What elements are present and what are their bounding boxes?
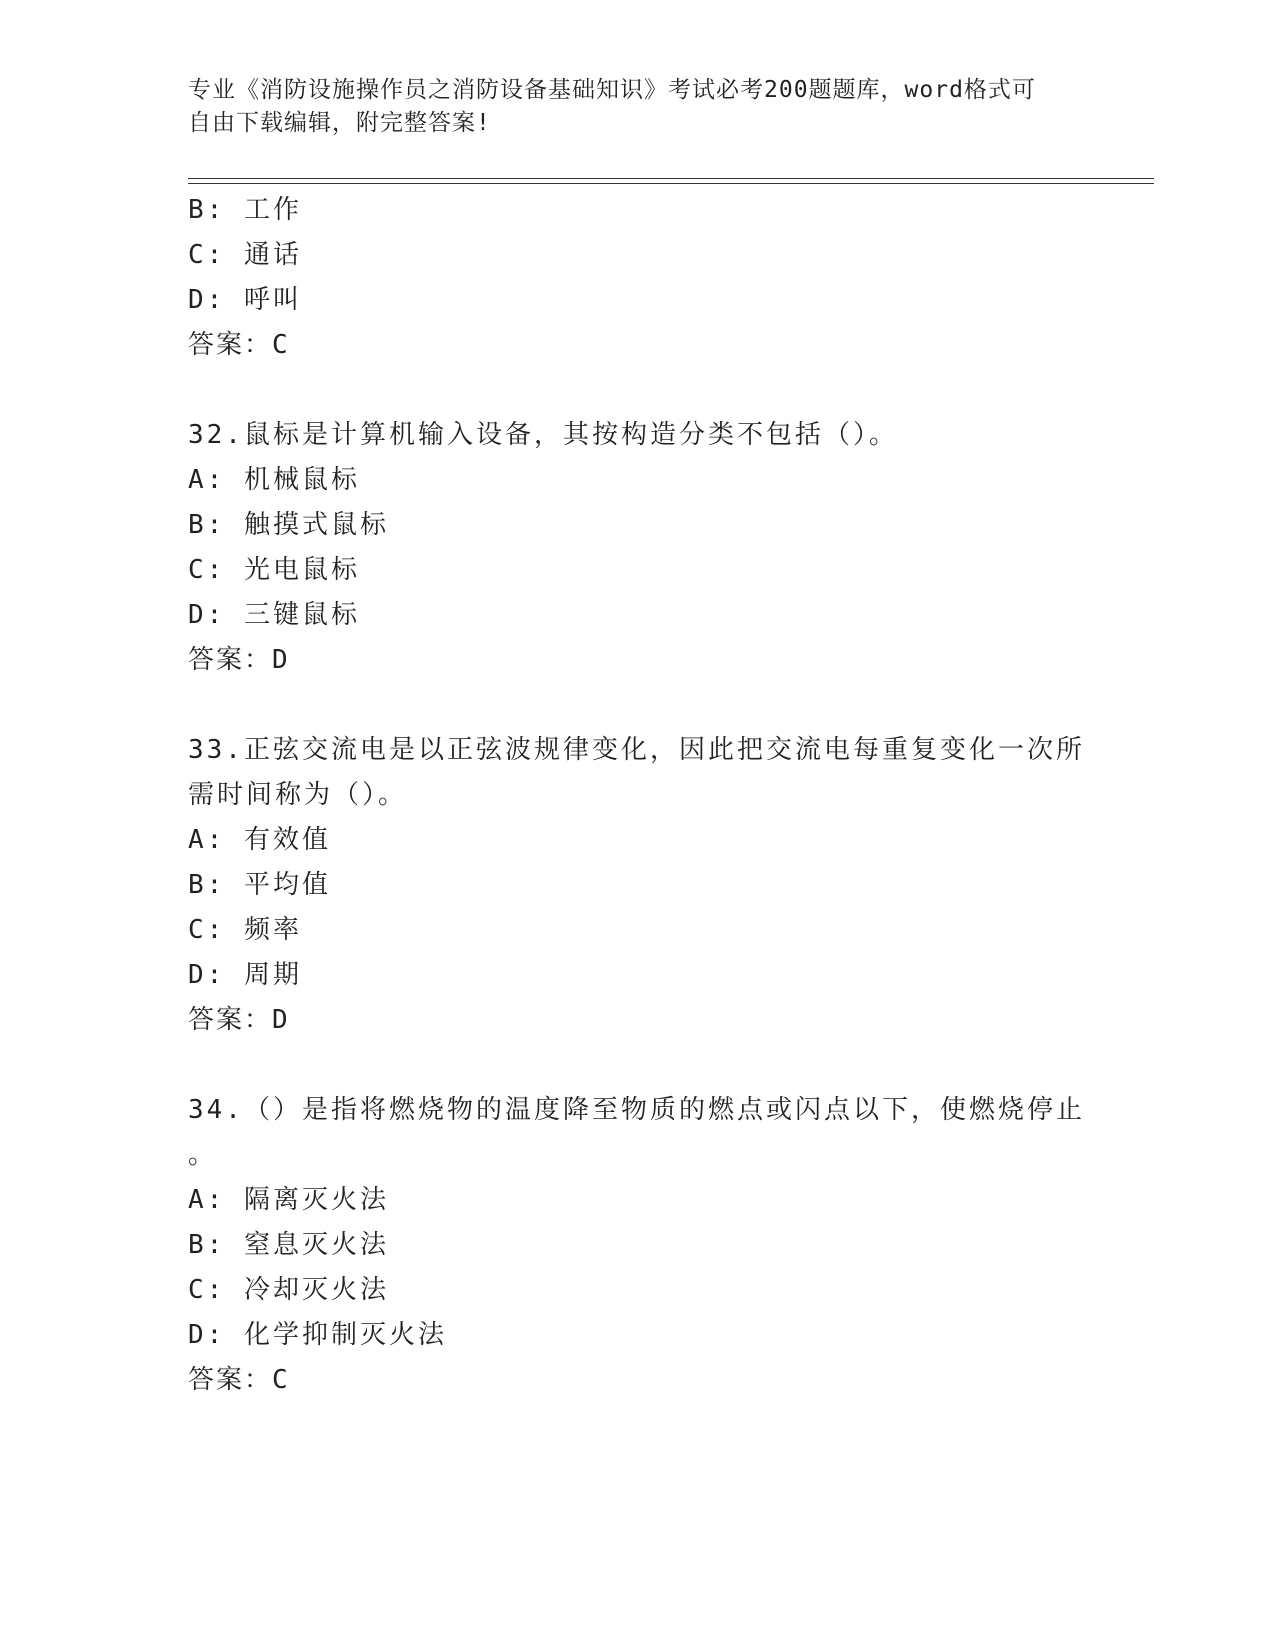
question-34-option-c: C: 冷却灭火法 — [188, 1275, 389, 1305]
option-d: D: 呼叫 — [188, 285, 302, 315]
question-34-stem-line-2: 。 — [188, 1140, 218, 1170]
header-divider — [188, 178, 1154, 184]
question-34-option-b: B: 窒息灭火法 — [188, 1230, 389, 1260]
question-32-answer: 答案：D — [188, 645, 290, 675]
question-32-option-d: D: 三键鼠标 — [188, 600, 360, 630]
question-32-stem: 32.鼠标是计算机输入设备，其按构造分类不包括（）。 — [188, 420, 898, 450]
question-34-option-d: D: 化学抑制灭火法 — [188, 1320, 447, 1350]
question-33-option-b: B: 平均值 — [188, 870, 331, 900]
question-32-option-c: C: 光电鼠标 — [188, 555, 360, 585]
question-34-option-a: A: 隔离灭火法 — [188, 1185, 389, 1215]
question-33-option-c: C: 频率 — [188, 915, 302, 945]
answer-line: 答案：C — [188, 330, 290, 360]
question-34-stem-line-1: 34.（）是指将燃烧物的温度降至物质的燃点或闪点以下，使燃烧停止 — [188, 1095, 1085, 1125]
header-line-2: 自由下载编辑，附完整答案! — [188, 110, 491, 136]
option-b: B: 工作 — [188, 195, 302, 225]
question-32-option-a: A: 机械鼠标 — [188, 465, 360, 495]
question-33-option-d: D: 周期 — [188, 960, 302, 990]
question-32-option-b: B: 触摸式鼠标 — [188, 510, 389, 540]
question-33-option-a: A: 有效值 — [188, 825, 331, 855]
question-33-stem-line-2: 需时间称为（）。 — [188, 780, 408, 810]
question-34-answer: 答案：C — [188, 1365, 290, 1395]
document-header — [188, 74, 1068, 140]
option-c: C: 通话 — [188, 240, 302, 270]
question-33-answer: 答案：D — [188, 1005, 290, 1035]
question-33-stem-line-1: 33.正弦交流电是以正弦波规律变化，因此把交流电每重复变化一次所 — [188, 735, 1085, 765]
header-line-1: 专业《消防设施操作员之消防设备基础知识》考试必考200题题库，word格式可 — [188, 77, 1036, 103]
